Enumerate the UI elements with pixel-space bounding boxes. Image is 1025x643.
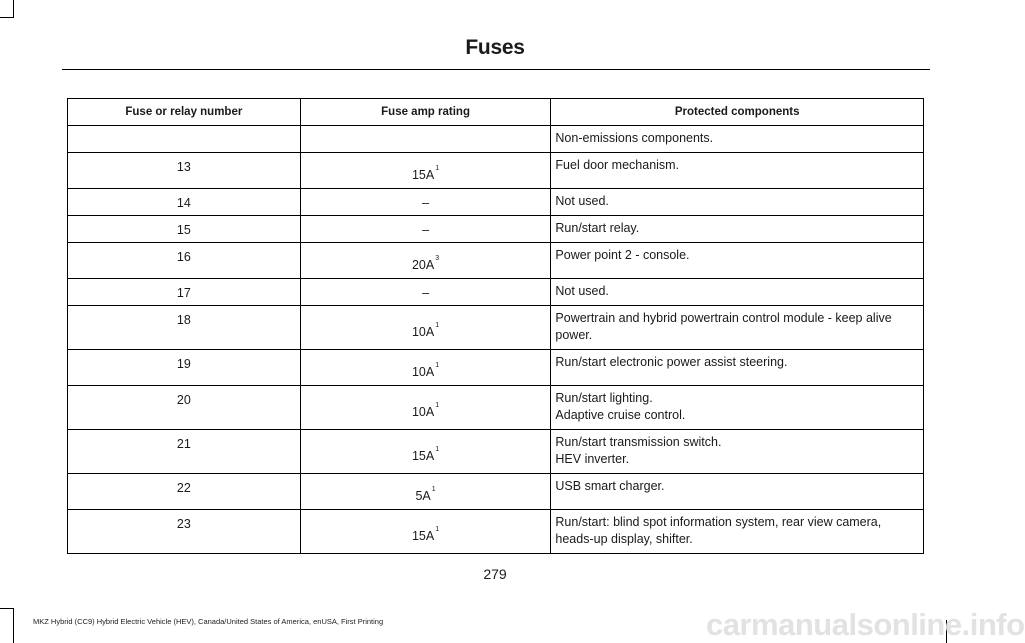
fuse-amp-cell: [300, 474, 551, 510]
table-row: [68, 510, 924, 554]
component-text: HEV inverter.: [555, 452, 630, 466]
table-header-row: [68, 99, 924, 126]
footnote-marker: 1: [435, 525, 440, 533]
table-row: [68, 474, 924, 510]
fuse-amp-cell: [300, 306, 551, 350]
fuse-amp-cell: [300, 510, 551, 554]
table-row: [68, 153, 924, 189]
crop-mark: [13, 0, 14, 18]
component-text: Run/start lighting.: [555, 391, 653, 405]
footnote-marker: 1: [435, 445, 440, 453]
component-text: Non-emissions components.: [555, 131, 714, 145]
fuse-amp-cell: [300, 216, 551, 243]
component-text: Fuel door mechanism.: [555, 158, 680, 172]
fuse-number: 13: [68, 153, 301, 189]
component-text: Power point 2 - console.: [555, 248, 690, 262]
fuse-number: 15: [68, 216, 301, 243]
column-header: Fuse or relay number: [68, 99, 301, 126]
fuse-number: 21: [68, 430, 301, 474]
crop-mark: [0, 17, 14, 18]
page-title: Fuses: [465, 36, 525, 59]
fuse-number: 19: [68, 350, 301, 386]
fuse-amp-rating: –: [422, 286, 430, 300]
footnote-marker: 3: [435, 254, 440, 262]
component-text: Powertrain and hybrid powertrain control module - keep alive power.: [555, 311, 892, 342]
footnote-marker: 1: [435, 321, 440, 329]
watermark: carmanualsonline.info: [706, 607, 1025, 642]
fuse-amp-cell: [300, 279, 551, 306]
column-header: Protected components: [551, 99, 924, 126]
protected-components: [551, 306, 924, 350]
table-row: [68, 243, 924, 279]
fuse-amp-rating: 15A: [411, 528, 435, 543]
protected-components: [551, 279, 924, 306]
publication-info: MKZ Hybrid (CC9) Hybrid Electric Vehicle (HEV), Canada/United States of America, enUSA, First Printing: [33, 617, 384, 626]
fuse-number: 17: [68, 279, 301, 306]
fuse-number: 14: [68, 189, 301, 216]
protected-components: [551, 386, 924, 430]
component-text: Run/start electronic power assist steering.: [555, 355, 788, 369]
column-header: Fuse amp rating: [300, 99, 551, 126]
fuse-amp-rating: 15A: [411, 167, 435, 182]
footnote-marker: 1: [435, 361, 440, 369]
fuse-number: [68, 126, 301, 153]
protected-components: [551, 216, 924, 243]
footnote-marker: 1: [431, 485, 436, 493]
table-row: [68, 279, 924, 306]
footnote-marker: 1: [435, 401, 440, 409]
fuse-amp-rating: –: [422, 196, 430, 210]
table-row: [68, 386, 924, 430]
fuse-amp-cell: [300, 243, 551, 279]
fuse-amp-rating: –: [422, 223, 430, 237]
crop-mark: [13, 608, 14, 643]
component-text: Run/start relay.: [555, 221, 640, 235]
protected-components: [551, 189, 924, 216]
fuse-table: [67, 98, 924, 554]
component-text: Adaptive cruise control.: [555, 408, 686, 422]
fuse-amp-rating: 10A: [411, 404, 435, 419]
fuse-amp-cell: [300, 386, 551, 430]
protected-components: [551, 153, 924, 189]
fuse-table-body: [68, 126, 924, 554]
fuse-amp-cell: [300, 430, 551, 474]
component-text: Run/start transmission switch.: [555, 435, 722, 449]
component-text: USB smart charger.: [555, 479, 665, 493]
fuse-number: 18: [68, 306, 301, 350]
title-divider: [62, 69, 930, 70]
fuse-number: 20: [68, 386, 301, 430]
fuse-amp-rating: 20A: [411, 257, 435, 272]
protected-components: [551, 474, 924, 510]
fuse-amp-cell: [300, 126, 551, 153]
fuse-amp-rating: 10A: [411, 324, 435, 339]
fuse-amp-cell: [300, 189, 551, 216]
page-number: 279: [483, 566, 507, 582]
footnote-marker: 1: [435, 164, 440, 172]
fuse-amp-cell: [300, 350, 551, 386]
fuse-number: 22: [68, 474, 301, 510]
table-row: [68, 216, 924, 243]
protected-components: [551, 430, 924, 474]
component-text: Not used.: [555, 284, 609, 298]
table-row: [68, 430, 924, 474]
table-row: [68, 126, 924, 153]
table-row: [68, 189, 924, 216]
fuse-amp-rating: 15A: [411, 448, 435, 463]
protected-components: [551, 350, 924, 386]
fuse-number: 23: [68, 510, 301, 554]
fuse-amp-rating: 10A: [411, 364, 435, 379]
fuse-amp-rating: 5A: [415, 488, 431, 503]
protected-components: [551, 510, 924, 554]
protected-components: [551, 243, 924, 279]
component-text: Run/start: blind spot information system, rear view camera, heads-up display, shifter.: [555, 515, 882, 546]
component-text: Not used.: [555, 194, 609, 208]
fuse-number: 16: [68, 243, 301, 279]
table-row: [68, 350, 924, 386]
fuse-amp-cell: [300, 153, 551, 189]
table-row: [68, 306, 924, 350]
protected-components: [551, 126, 924, 153]
crop-mark: [0, 608, 14, 609]
